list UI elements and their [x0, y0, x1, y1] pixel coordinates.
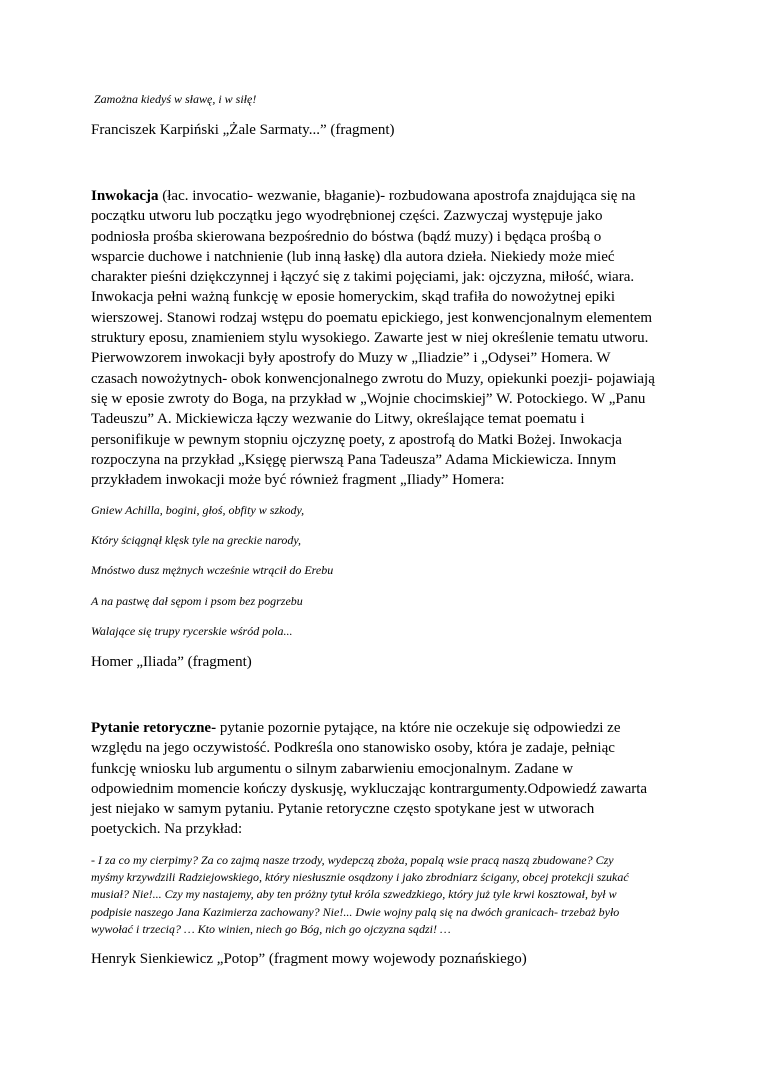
invocation-line: rozpoczyna na przykład „Księgę pierwszą Pana Tadeusza” Adama Mickiewicza. Innym: [91, 451, 617, 468]
invocation-line: wsparcie duchowe i natchnienie (lub inną łaskę) dla autora dzieła. Niekiedy może mieć: [91, 248, 615, 265]
quote-line: musiał? Nie!... Czy my nastajemy, aby ten próżny tytuł króla szwedzkiego, który już tyle krwi kosztował, był w: [91, 887, 617, 902]
invocation-paragraph: [91, 186, 671, 490]
invocation-line: się w eposie zwroty do Boga, na przykład w „Wojnie chocimskiej” W. Potockiego. W „Panu: [91, 390, 646, 407]
rhetorical-line: [91, 718, 671, 738]
potop-attribution: Henryk Sienkiewicz „Potop” (fragment mowy wojewody poznańskiego): [91, 951, 527, 967]
rhetorical-line: względu na jego oczywistość. Podkreśla ono stanowisko osoby, która je zadaje, pełniąc: [91, 740, 615, 757]
invocation-line: [91, 186, 671, 206]
invocation-line: początku utworu lub początku jego wyodrębnionej części. Zazwyczaj występuje jako: [91, 208, 603, 225]
rhetorical-question-paragraph: [91, 718, 671, 840]
iliad-verse: Który ściągnął klęsk tyle na greckie narody,: [91, 533, 302, 547]
invocation-line: Pierwowzorem inwokacji były apostrofy do Muzy w „Iliadzie” i „Odysei” Homera. W: [91, 350, 611, 367]
rhetorical-term: Pytanie retoryczne-: [91, 720, 217, 736]
quote-line: myśmy krzywdzili Radziejowskiego, który niesłusznie osądzony i jako zbrodniarz ścigany, obcej protekcji szukać: [91, 870, 629, 885]
invocation-line: czasach nowożytnych- obok konwencjonalnego zwrotu do Muzy, opiekunki poezji- pojawiają: [91, 370, 655, 387]
rhetorical-line: odpowiednim momencie kończy dyskusję, wykluczając kontrargumenty.Odpowiedź zawarta: [91, 780, 648, 797]
iliad-verse: Walające się trupy rycerskie wśród pola...: [91, 624, 293, 638]
iliad-verse: Mnóstwo dusz mężnych wcześnie wtrącił do Erebu: [91, 563, 334, 577]
quote-line: - I za co my cierpimy? Za co zajmą nasze trzody, wydepczą zboża, popalą wsie pracą naszą zbudowane? Czy: [91, 853, 614, 867]
rhetorical-line: funkcję wniosku lub argumentu o silnym zabarwieniu emocjonalnym. Zadane w: [91, 760, 574, 777]
epigraph-attribution: Franciszek Karpiński „Żale Sarmaty...” (fragment): [91, 122, 395, 138]
invocation-line: charakter pieśni dziękczynnej i łączyć się z takimi pojęciami, jak: ojczyzna, miłość, wiara.: [91, 269, 635, 286]
invocation-line: podniosła prośba skierowana bezpośrednio do bóstwa (bądź muzy) i będąca prośbą o: [91, 228, 602, 245]
iliad-attribution: Homer „Iliada” (fragment): [91, 654, 252, 670]
invocation-line: Inwokacja pełni ważną funkcję w eposie homeryckim, skąd trafiła do nowożytnej epiki: [91, 289, 615, 306]
quote-line: podpisie naszego Jana Kazimierza zachowany? Nie!... Dwie wojny palą się na dwóch granicach- trzebaż było: [91, 904, 620, 919]
quote-line: wywołać i trzecią? … Kto winien, niech go Bóg, nich go ojczyzna sądzi! …: [91, 921, 451, 936]
potop-quote: [91, 852, 671, 938]
invocation-line-text: (łac. invocatio- wezwanie, błaganie)- rozbudowana apostrofa znajdująca się na: [158, 188, 636, 204]
iliad-verse: Gniew Achilla, bogini, głoś, obfity w szkody,: [91, 503, 305, 517]
iliad-verse: A na pastwę dał sępom i psom bez pogrzebu: [91, 594, 303, 608]
invocation-line: wierszowej. Stanowi rodzaj wstępu do poematu epickiego, jest konwencjonalnym elementem: [91, 309, 653, 326]
rhetorical-line: poetyckich. Na przykład:: [91, 821, 243, 838]
epigraph-quote: Zamożna kiedyś w sławę, i w siłę!: [94, 92, 257, 106]
invocation-line: przykładem inwokacji może być również fragment „Iliady” Homera:: [91, 472, 505, 489]
rhetorical-line-text: pytanie pozornie pytające, na które nie oczekuje się odpowiedzi ze: [216, 720, 621, 736]
rhetorical-line: jest niejako w samym pytaniu. Pytanie retoryczne często spotykane jest w utworach: [91, 801, 595, 818]
invocation-line: Tadeuszu” A. Mickiewicza łączy wezwanie do Litwy, określające temat poematu i: [91, 411, 585, 428]
invocation-line: personifikuje w pewnym stopniu ojczyznę poety, z apostrofą do Matki Bożej. Inwokacja: [91, 431, 622, 448]
invocation-term: Inwokacja: [91, 188, 159, 204]
invocation-line: struktury eposu, znamieniem stylu wysokiego. Zawarte jest w niej określenie tematu utworu.: [91, 330, 649, 347]
